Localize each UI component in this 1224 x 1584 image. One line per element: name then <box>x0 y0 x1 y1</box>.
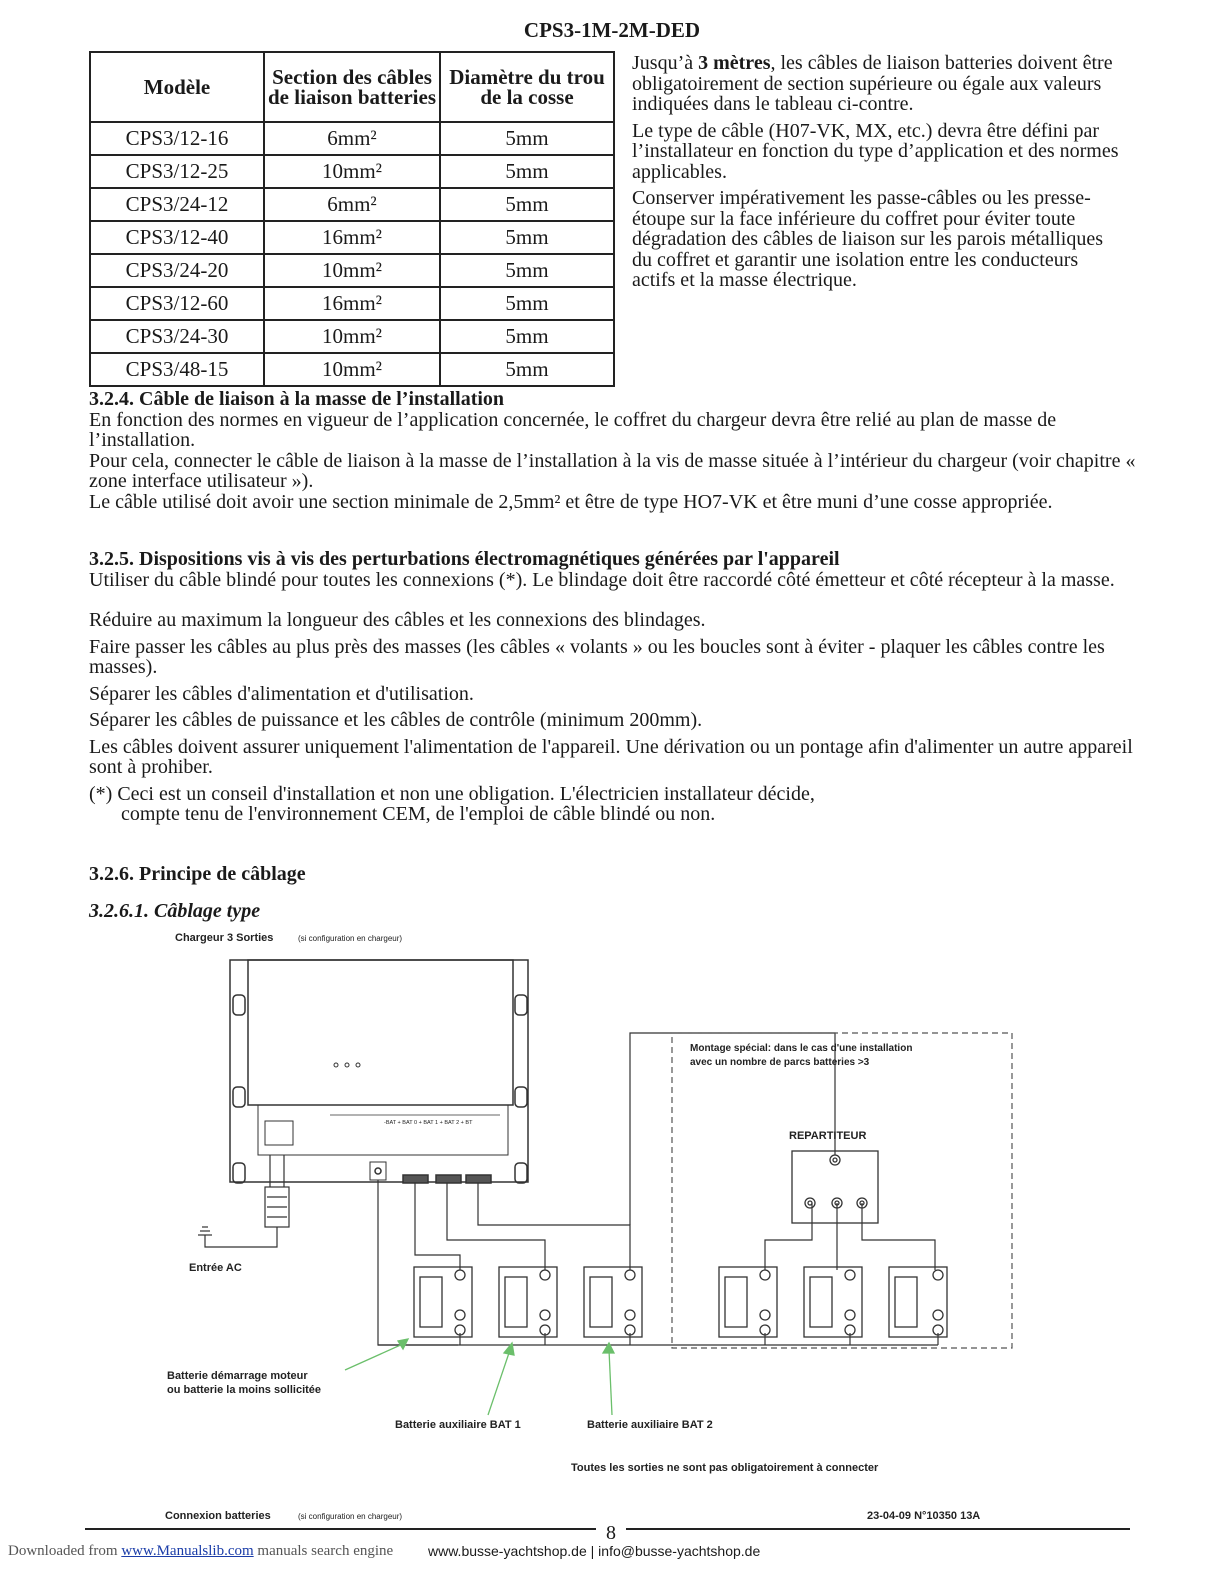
entree-ac-label: Entrée AC <box>189 1262 242 1274</box>
montage-line-2: avec un nombre de parcs batteries >3 <box>690 1057 870 1068</box>
cell-model: CPS3/24-12 <box>90 188 264 221</box>
cell-diameter: 5mm <box>440 353 614 386</box>
battery-aux-2 <box>584 1267 642 1337</box>
side-notes <box>632 53 1122 297</box>
toutes-sorties-note: Toutes les sorties ne sont pas obligatoirement à connecter <box>571 1462 879 1474</box>
section-heading: 3.2.4. Câble de liaison à la masse de l’installation <box>89 388 505 410</box>
footnote-line-2: compte tenu de l'environnement CEM, de l'emploi de câble blindé ou non. <box>121 803 716 825</box>
cell-section: 16mm² <box>264 221 440 254</box>
shop-contact: www.busse-yachtshop.de | info@busse-yachtshop.de <box>428 1543 761 1559</box>
cell-section: 16mm² <box>264 287 440 320</box>
paragraph: Séparer les câbles de puissance et les câbles de contrôle (minimum 200mm). <box>89 709 703 731</box>
cell-diameter: 5mm <box>440 287 614 320</box>
cell-section: 10mm² <box>264 353 440 386</box>
battery-start-label-1: Batterie démarrage moteur <box>167 1370 308 1382</box>
battery-extra-2 <box>804 1267 862 1337</box>
battery-start-label-2: ou batterie la moins sollicitée <box>167 1384 322 1396</box>
paragraph: Utiliser du câble blindé pour toutes les connexions (*). Le blindage doit être raccordé côté émetteur et côté récepteur à la masse. <box>89 568 1115 591</box>
section-3-2-6-1-heading: 3.2.6.1. Câblage type <box>89 900 261 922</box>
bold-3-metres: 3 mètres <box>698 52 771 74</box>
table-row <box>90 254 614 287</box>
cell-model: CPS3/12-25 <box>90 155 264 188</box>
table-row <box>90 122 614 155</box>
side-note-cable-glands: Conserver impérativement les passe-câbles ou les presse-étoupe sur la face inférieure du coffret pour éviter toute dégradation des câbles de liaison sur les parois métalliques du coffret et garantir une isolation entre les conducteurs actifs et la masse électrique. <box>632 187 1103 291</box>
table-row <box>90 155 614 188</box>
footnote-line-1: (*) Ceci est un conseil d'installation et non une obligation. L'électricien installateur décide, <box>89 782 815 805</box>
battery-aux-1 <box>499 1267 557 1337</box>
table-header-row <box>90 52 614 122</box>
paragraph: En fonction des normes en vigueur de l’application concernée, le coffret du chargeur devra être relié au plan de masse de l’installation. <box>89 408 1057 451</box>
cell-diameter: 5mm <box>440 188 614 221</box>
cable-section-table <box>89 51 615 387</box>
side-note-length: Jusqu’à 3 mètres, les câbles de liaison batteries doivent être obligatoirement de section supérieure ou égale aux valeurs indiquées dans le tableau ci-contre. <box>632 52 1113 115</box>
section-heading: 3.2.5. Dispositions vis à vis des perturbations électromagnétiques générées par l'appareil <box>89 548 840 570</box>
ac-cable-gland <box>198 1155 289 1247</box>
cell-diameter: 5mm <box>440 320 614 353</box>
repartiteur-label: REPARTITEUR <box>789 1130 867 1142</box>
cell-model: CPS3/12-60 <box>90 287 264 320</box>
wiring-diagram <box>0 925 1224 1525</box>
paragraph: Pour cela, connecter le câble de liaison à la masse de l’installation à la vis de masse située à l’intérieur du chargeur (voir chapitre « zone interface utilisateur »). <box>89 449 1136 492</box>
cell-section: 10mm² <box>264 254 440 287</box>
table-row <box>90 221 614 254</box>
battery-aux-2-label: Batterie auxiliaire BAT 2 <box>587 1419 713 1431</box>
repartiteur-unit <box>792 1151 878 1223</box>
battery-wires <box>378 1033 938 1345</box>
cell-diameter: 5mm <box>440 221 614 254</box>
side-note-cable-type: Le type de câble (H07-VK, MX, etc.) devra être défini par l’installateur en fonction du type d’application et des normes applicables. <box>632 119 1119 183</box>
table-row <box>90 287 614 320</box>
cell-section: 10mm² <box>264 155 440 188</box>
connexion-label: Connexion batteries <box>165 1510 271 1522</box>
table-row <box>90 188 614 221</box>
manualslib-link[interactable]: www.Manualslib.com <box>121 1543 254 1559</box>
paragraph: Faire passer les câbles au plus près des masses (les câbles « volants » ou les boucles sont à éviter - plaquer les câbles contre les masses). <box>89 635 1105 678</box>
montage-special-box <box>672 1033 1012 1348</box>
battery-extra-1 <box>719 1267 777 1337</box>
header-modele: Modèle <box>90 52 264 122</box>
section-3-2-4 <box>89 389 1139 512</box>
drawing-reference: 23-04-09 N°10350 13A <box>867 1510 981 1522</box>
section-3-2-5 <box>89 549 1139 825</box>
paragraph: Séparer les câbles d'alimentation et d'utilisation. <box>89 682 474 705</box>
header-diametre-trou: Diamètre du trou de la cosse <box>440 52 614 122</box>
terminals-label: -BAT + BAT 0 + BAT 1 + BAT 2 + BT <box>384 1120 473 1126</box>
paragraph: Les câbles doivent assurer uniquement l'alimentation de l'appareil. Une dérivation ou un pontage afin d'alimenter un autre appareil sont à prohiber. <box>89 735 1133 778</box>
download-credit: Downloaded from www.Manualslib.com manuals search engine <box>8 1543 394 1559</box>
table-row <box>90 353 614 386</box>
charger-unit <box>230 960 528 1183</box>
page-number: 8 <box>596 1522 626 1545</box>
cell-model: CPS3/48-15 <box>90 353 264 386</box>
cell-section: 6mm² <box>264 188 440 221</box>
battery-aux-1-label: Batterie auxiliaire BAT 1 <box>395 1419 521 1431</box>
table-row <box>90 320 614 353</box>
header-section-cables: Section des câbles de liaison batteries <box>264 52 440 122</box>
montage-line-1: Montage spécial: dans le cas d'une installation <box>690 1043 913 1054</box>
paragraph: Le câble utilisé doit avoir une section minimale de 2,5mm² et être de type HO7-VK et être muni d’une cosse appropriée. <box>89 490 1053 513</box>
diagram-charger-note: (si configuration en chargeur) <box>298 934 403 943</box>
cell-model: CPS3/12-16 <box>90 122 264 155</box>
battery-start <box>414 1267 472 1337</box>
cell-section: 6mm² <box>264 122 440 155</box>
section-3-2-6-heading: 3.2.6. Principe de câblage <box>89 863 306 885</box>
cell-model: CPS3/12-40 <box>90 221 264 254</box>
document-title: CPS3-1M-2M-DED <box>523 18 701 42</box>
pointer-arrows <box>345 1339 614 1415</box>
cell-model: CPS3/24-30 <box>90 320 264 353</box>
connexion-note: (si configuration en chargeur) <box>298 1512 403 1521</box>
diagram-charger-title: Chargeur 3 Sorties <box>175 932 274 944</box>
cell-diameter: 5mm <box>440 155 614 188</box>
cell-diameter: 5mm <box>440 254 614 287</box>
battery-extra-3 <box>889 1267 947 1337</box>
cell-diameter: 5mm <box>440 122 614 155</box>
paragraph: Réduire au maximum la longueur des câbles et les connexions des blindages. <box>89 609 706 631</box>
cell-model: CPS3/24-20 <box>90 254 264 287</box>
cell-section: 10mm² <box>264 320 440 353</box>
